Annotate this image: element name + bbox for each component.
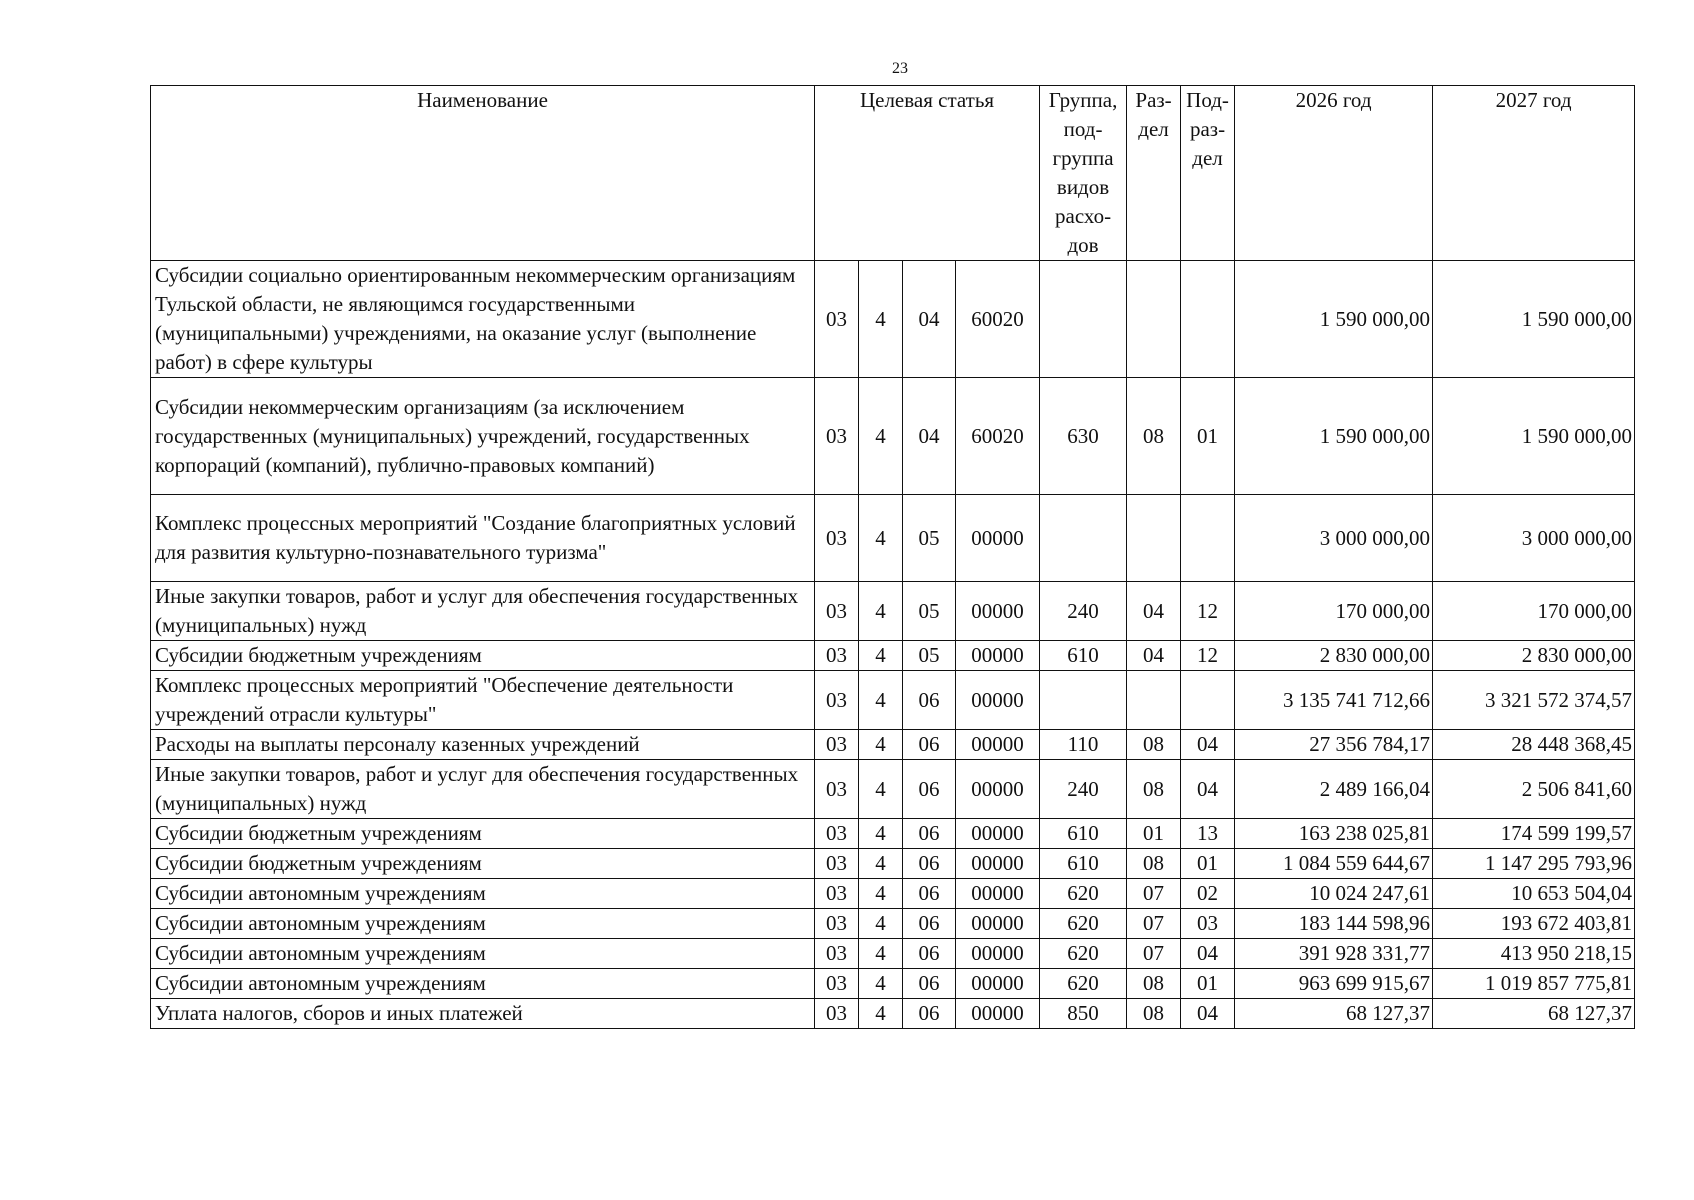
row-t4: 00000 xyxy=(956,671,1040,730)
row-2027: 68 127,37 xyxy=(1433,999,1635,1029)
header-2026: 2026 год xyxy=(1235,86,1433,261)
row-group: 240 xyxy=(1040,760,1127,819)
row-section: 04 xyxy=(1127,582,1181,641)
table-row xyxy=(151,730,1635,760)
row-2027: 170 000,00 xyxy=(1433,582,1635,641)
row-2027: 2 506 841,60 xyxy=(1433,760,1635,819)
row-t2: 4 xyxy=(859,909,903,939)
row-name: Иные закупки товаров, работ и услуг для обеспечения государственных (муниципальных) нужд xyxy=(151,760,815,819)
table-row xyxy=(151,495,1635,582)
row-section: 08 xyxy=(1127,730,1181,760)
row-2027: 193 672 403,81 xyxy=(1433,909,1635,939)
row-2027: 10 653 504,04 xyxy=(1433,879,1635,909)
row-t2: 4 xyxy=(859,671,903,730)
row-2026: 27 356 784,17 xyxy=(1235,730,1433,760)
row-2027: 413 950 218,15 xyxy=(1433,939,1635,969)
row-subsection: 01 xyxy=(1181,378,1235,495)
table-row xyxy=(151,671,1635,730)
budget-table xyxy=(150,85,1635,1029)
row-t4: 00000 xyxy=(956,495,1040,582)
row-subsection: 01 xyxy=(1181,969,1235,999)
table-row xyxy=(151,760,1635,819)
row-subsection xyxy=(1181,495,1235,582)
row-t2: 4 xyxy=(859,939,903,969)
row-name: Субсидии автономным учреждениям xyxy=(151,969,815,999)
row-t3: 06 xyxy=(903,730,956,760)
row-t1: 03 xyxy=(815,730,859,760)
row-section: 08 xyxy=(1127,760,1181,819)
row-2027: 28 448 368,45 xyxy=(1433,730,1635,760)
table-row xyxy=(151,999,1635,1029)
row-t2: 4 xyxy=(859,641,903,671)
row-t1: 03 xyxy=(815,378,859,495)
row-2026: 391 928 331,77 xyxy=(1235,939,1433,969)
row-t4: 00000 xyxy=(956,879,1040,909)
row-subsection: 01 xyxy=(1181,849,1235,879)
row-name: Субсидии автономным учреждениям xyxy=(151,909,815,939)
row-2026: 2 489 166,04 xyxy=(1235,760,1433,819)
row-group: 850 xyxy=(1040,999,1127,1029)
row-section: 07 xyxy=(1127,939,1181,969)
row-name: Субсидии автономным учреждениям xyxy=(151,939,815,969)
row-group: 610 xyxy=(1040,819,1127,849)
row-t2: 4 xyxy=(859,730,903,760)
row-section: 04 xyxy=(1127,641,1181,671)
row-t1: 03 xyxy=(815,909,859,939)
row-group: 110 xyxy=(1040,730,1127,760)
header-2027: 2027 год xyxy=(1433,86,1635,261)
row-2026: 1 084 559 644,67 xyxy=(1235,849,1433,879)
row-t3: 06 xyxy=(903,819,956,849)
row-2027: 1 590 000,00 xyxy=(1433,261,1635,378)
row-t2: 4 xyxy=(859,849,903,879)
header-target: Целевая статья xyxy=(815,86,1040,261)
row-t2: 4 xyxy=(859,879,903,909)
row-section: 08 xyxy=(1127,378,1181,495)
row-name: Субсидии автономным учреждениям xyxy=(151,879,815,909)
row-t2: 4 xyxy=(859,819,903,849)
table-header-row xyxy=(151,86,1635,261)
row-t3: 06 xyxy=(903,999,956,1029)
row-section: 08 xyxy=(1127,969,1181,999)
row-t4: 60020 xyxy=(956,261,1040,378)
row-group: 620 xyxy=(1040,939,1127,969)
row-t3: 06 xyxy=(903,849,956,879)
row-section: 08 xyxy=(1127,999,1181,1029)
row-t2: 4 xyxy=(859,999,903,1029)
row-group: 240 xyxy=(1040,582,1127,641)
row-t1: 03 xyxy=(815,819,859,849)
row-section: 07 xyxy=(1127,909,1181,939)
row-t4: 00000 xyxy=(956,999,1040,1029)
row-subsection: 12 xyxy=(1181,582,1235,641)
row-2027: 2 830 000,00 xyxy=(1433,641,1635,671)
row-section: 08 xyxy=(1127,849,1181,879)
row-2026: 963 699 915,67 xyxy=(1235,969,1433,999)
row-subsection: 04 xyxy=(1181,999,1235,1029)
row-group: 610 xyxy=(1040,849,1127,879)
row-section xyxy=(1127,261,1181,378)
row-t2: 4 xyxy=(859,582,903,641)
row-t3: 05 xyxy=(903,641,956,671)
row-t1: 03 xyxy=(815,969,859,999)
row-t3: 05 xyxy=(903,495,956,582)
row-subsection xyxy=(1181,671,1235,730)
row-name: Субсидии некоммерческим организациям (за исключением государственных (муниципальных) учреждений, государственных корпораций (компаний), публично-правовых компаний) xyxy=(151,378,815,495)
header-name: Наименование xyxy=(151,86,815,261)
row-2027: 1 147 295 793,96 xyxy=(1433,849,1635,879)
row-t4: 00000 xyxy=(956,849,1040,879)
row-t4: 00000 xyxy=(956,760,1040,819)
row-2026: 3 135 741 712,66 xyxy=(1235,671,1433,730)
table-row xyxy=(151,849,1635,879)
row-t1: 03 xyxy=(815,999,859,1029)
table-row xyxy=(151,939,1635,969)
row-group: 620 xyxy=(1040,879,1127,909)
row-name: Иные закупки товаров, работ и услуг для обеспечения государственных (муниципальных) нужд xyxy=(151,582,815,641)
row-t3: 06 xyxy=(903,671,956,730)
row-group xyxy=(1040,671,1127,730)
row-t3: 04 xyxy=(903,261,956,378)
row-t4: 00000 xyxy=(956,939,1040,969)
row-group: 620 xyxy=(1040,969,1127,999)
row-name: Расходы на выплаты персоналу казенных учреждений xyxy=(151,730,815,760)
row-t3: 06 xyxy=(903,909,956,939)
table-row xyxy=(151,378,1635,495)
row-group: 610 xyxy=(1040,641,1127,671)
table-row xyxy=(151,879,1635,909)
row-2026: 2 830 000,00 xyxy=(1235,641,1433,671)
row-section xyxy=(1127,495,1181,582)
row-t4: 00000 xyxy=(956,582,1040,641)
row-t4: 00000 xyxy=(956,730,1040,760)
row-subsection: 03 xyxy=(1181,909,1235,939)
row-t4: 00000 xyxy=(956,969,1040,999)
row-t1: 03 xyxy=(815,641,859,671)
row-2027: 3 321 572 374,57 xyxy=(1433,671,1635,730)
row-t3: 06 xyxy=(903,939,956,969)
row-t3: 06 xyxy=(903,760,956,819)
row-group xyxy=(1040,495,1127,582)
header-section: Раз-дел xyxy=(1127,86,1181,261)
table-row xyxy=(151,969,1635,999)
row-subsection xyxy=(1181,261,1235,378)
table-row xyxy=(151,641,1635,671)
row-t1: 03 xyxy=(815,495,859,582)
page-number: 23 xyxy=(892,60,908,77)
row-2026: 10 024 247,61 xyxy=(1235,879,1433,909)
row-2026: 68 127,37 xyxy=(1235,999,1433,1029)
row-group xyxy=(1040,261,1127,378)
row-t4: 00000 xyxy=(956,641,1040,671)
row-section: 01 xyxy=(1127,819,1181,849)
row-2026: 3 000 000,00 xyxy=(1235,495,1433,582)
row-section xyxy=(1127,671,1181,730)
table-row xyxy=(151,582,1635,641)
row-t1: 03 xyxy=(815,939,859,969)
row-name: Субсидии социально ориентированным некоммерческим организациям Тульской области, не являющимся государственными (муниципальными) учреждениями, на оказание услуг (выполнение работ) в сфере культуры xyxy=(151,261,815,378)
row-t1: 03 xyxy=(815,582,859,641)
row-t4: 00000 xyxy=(956,909,1040,939)
row-t2: 4 xyxy=(859,378,903,495)
row-name: Комплекс процессных мероприятий "Создание благоприятных условий для развития культурно-познавательного туризма" xyxy=(151,495,815,582)
table-row xyxy=(151,819,1635,849)
table-row xyxy=(151,261,1635,378)
row-2027: 1 590 000,00 xyxy=(1433,378,1635,495)
row-2027: 174 599 199,57 xyxy=(1433,819,1635,849)
header-group: Группа, под-группа видов расхо-дов xyxy=(1040,86,1127,261)
row-name: Субсидии бюджетным учреждениям xyxy=(151,641,815,671)
row-t1: 03 xyxy=(815,879,859,909)
row-name: Субсидии бюджетным учреждениям xyxy=(151,819,815,849)
row-2026: 1 590 000,00 xyxy=(1235,261,1433,378)
row-subsection: 02 xyxy=(1181,879,1235,909)
row-name: Уплата налогов, сборов и иных платежей xyxy=(151,999,815,1029)
row-t3: 06 xyxy=(903,879,956,909)
row-t1: 03 xyxy=(815,261,859,378)
row-t1: 03 xyxy=(815,849,859,879)
row-group: 630 xyxy=(1040,378,1127,495)
row-2026: 163 238 025,81 xyxy=(1235,819,1433,849)
row-group: 620 xyxy=(1040,909,1127,939)
row-subsection: 12 xyxy=(1181,641,1235,671)
row-subsection: 13 xyxy=(1181,819,1235,849)
row-t2: 4 xyxy=(859,261,903,378)
row-t3: 05 xyxy=(903,582,956,641)
row-2026: 183 144 598,96 xyxy=(1235,909,1433,939)
row-t1: 03 xyxy=(815,760,859,819)
row-section: 07 xyxy=(1127,879,1181,909)
table-row xyxy=(151,909,1635,939)
row-t3: 06 xyxy=(903,969,956,999)
row-t1: 03 xyxy=(815,671,859,730)
row-2027: 1 019 857 775,81 xyxy=(1433,969,1635,999)
header-subsection: Под-раз-дел xyxy=(1181,86,1235,261)
row-name: Комплекс процессных мероприятий "Обеспечение деятельности учреждений отрасли культуры" xyxy=(151,671,815,730)
row-2026: 170 000,00 xyxy=(1235,582,1433,641)
row-t4: 00000 xyxy=(956,819,1040,849)
row-t2: 4 xyxy=(859,495,903,582)
row-subsection: 04 xyxy=(1181,760,1235,819)
row-t4: 60020 xyxy=(956,378,1040,495)
row-subsection: 04 xyxy=(1181,939,1235,969)
row-2027: 3 000 000,00 xyxy=(1433,495,1635,582)
row-t3: 04 xyxy=(903,378,956,495)
row-2026: 1 590 000,00 xyxy=(1235,378,1433,495)
row-t2: 4 xyxy=(859,969,903,999)
row-name: Субсидии бюджетным учреждениям xyxy=(151,849,815,879)
row-t2: 4 xyxy=(859,760,903,819)
row-subsection: 04 xyxy=(1181,730,1235,760)
